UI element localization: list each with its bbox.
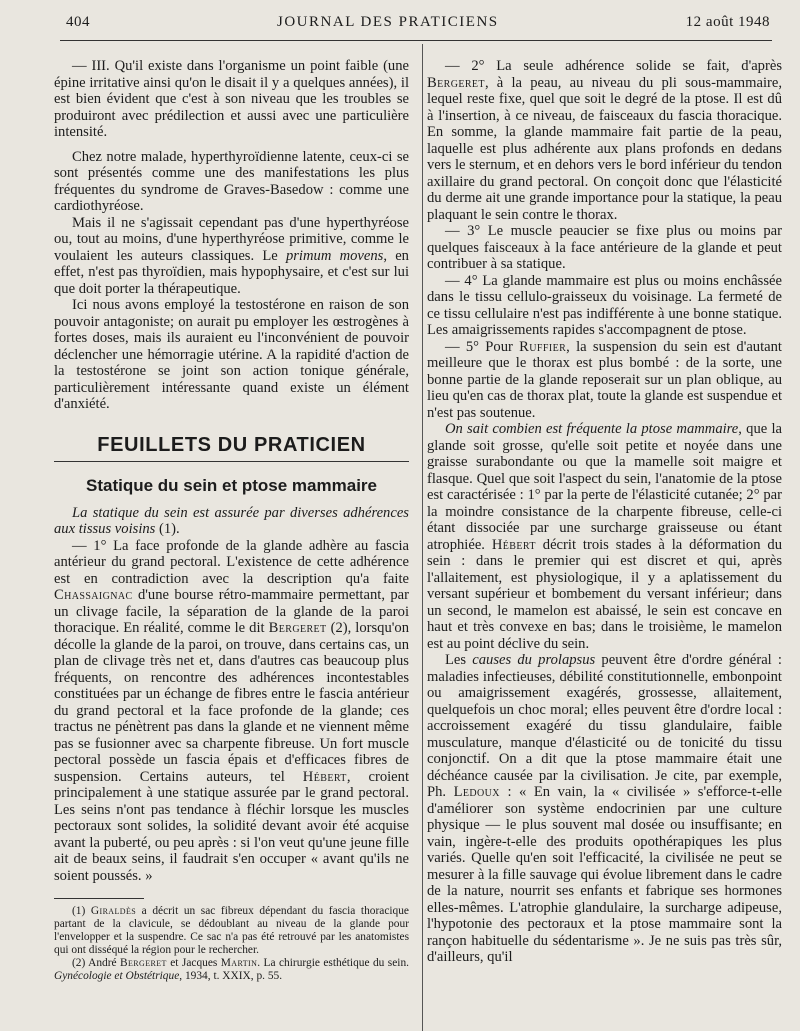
article-lead: La statique du sein est assurée par diverses adhérences aux tissus voisins (1). (54, 504, 409, 537)
paragraph: On sait combien est fréquente la ptose mammaire, que la glande soit grosse, qu'elle soit petite et noyée dans une graisse surabondante ou que la mamelle soit maigre et flasque. Quel que soit l'aspect du sein, l'anatomie de la ptose est caractérisée : 1° par la perte de l'élasticité cutanée; 2° par la moindre consistance de la charpente fibreuse, celle-ci étant dissociée par une surcharge graisseuse ou étant atrophiée. Hébert décrit trois stades à la déformation du sein : dans le premier qui est discret et qui, après l'allaitement, est physiologique, il y a aplatissement du versant supérieur et bombement du versant inférieur; dans un second, le mamelon est abaissé, le sein est concave en haut et très convexe en bas; dans le troisième, le mamelon est au point déclive du sein. (427, 421, 783, 652)
column-divider (422, 44, 423, 1031)
paragraph: Les causes du prolapsus peuvent être d'ordre général : maladies infectieuses, débilité constitutionnelle, embonpoint ou amaigrissement exagérés, grossesse, allaitement, quelquefois un choc moral; elles peuvent être d'ordre local : accroissement exagéré du tissu glandulaire, faible musculature, manque d'élasticité ou de tonicité du tissu conjonctif. On a dit que la ptose mammaire était une déchéance causée par la civilisation. Je cite, par exemple, Ph. Ledoux : « En vain, la « civilisée » s'efforce-t-elle d'améliorer son système endocrinien par une culture physique — le plus souvent mal dosée ou insuffisante; en vain, ingère-t-elle des produits opothérapiques les plus variés. Quelle qu'en soit l'efficacité, la civilisée ne peut se mesurer à la fille sauvage qui évolue librement dans le cadre de la nature, nourrit ses enfants et fabrique ses hormones elles-mêmes. L'atrophie glandulaire, la surcharge adipeuse, l'hypotonie des pectoraux et la ptose mammaire sont la rançon habituelle du sédentarisme ». Je ne suis pas très sûr, d'ailleurs, qu'il (427, 652, 782, 965)
paragraph: — 1° La face profonde de la glande adhère au fascia antérieur du grand pectoral. L'existence de cette adhérence est en contradiction avec la description qu'a faite Chassaignac d'une bourse rétro-mammaire permettant, par un clivage facile, la séparation de la glande de la paroi thoracique. En réalité, comme le dit Bergeret (2), lorsqu'on décolle la glande de la paroi, on trouve, dans certains cas, un plan de clivage très net et, dans d'autres cas beaucoup plus fréquents, on rencontre des adhérences incontestables constituées par un échange de fibres entre le fascia antérieur du grand pectoral et la face profonde de la glande; ces tractus ne pénètrent pas dans la glande et ne viennent même pas se fusionner avec sa charpente fibreuse. Un fort muscle pectoral possède un fascia épais et d'efficaces fibres de suspension. Certains auteurs, tel Hébert, croient principalement à une statique assurée par le grand pectoral. Les seins n'ont pas tendance à fléchir lorsque les muscles pectoraux sont solides, la solidité devant avoir été acquise avant la puberté, ou peu après : si l'on veut qu'une jeune fille ait de beaux seins, il faudrait s'en occuper « avant qu'ils ne soient poussés. » (54, 537, 409, 884)
journal-title: JOURNAL DES PRATICIENS (277, 14, 499, 30)
issue-date: 12 août 1948 (685, 14, 770, 30)
paragraph: Mais il ne s'agissait cependant pas d'une hyperthyréose ou, tout au moins, d'une hyperthyréose primitive, comme le voulaient les auteurs classiques. Le primum movens, en effet, n'est pas thyroïdien, mais hypophysaire, et c'est sur lui que doit porter la thérapeutique. (54, 214, 409, 297)
paragraph: — III. Qu'il existe dans l'organisme un point faible (une épine irritative ainsi qu'on le disait il y a quelques années), il est bien évident que c'est à son niveau que les troubles se produiront avec prédilection et aussi avec une particulière intensité. (54, 58, 409, 140)
paragraph: Ici nous avons employé la testostérone en raison de son pouvoir antagoniste; on aurait pu employer les œstrogènes à fortes doses, mais ils auraient eu l'inconvénient de pouvoir déclencher une hémorragie utérine. A la rapidité d'action de la testostérone se joint son action tonique générale, particulièrement intéressante quand existe un élément d'anxiété. (54, 297, 409, 412)
footnote-rule (54, 898, 144, 899)
running-header (66, 14, 770, 36)
paragraph: — 2° La seule adhérence solide se fait, d'après Bergeret, à la peau, au niveau du pli sous-mammaire, lequel reste fixe, quel que soit le degré de la ptose. Il est dû à l'insertion, à ce niveau, de faisceaux du fascia thoracique. En somme, la glande mammaire fait partie de la peau, laquelle est plus adhérente aux plans profonds en dedans vers le sternum, et en dehors vers le bord inférieur du tendon axillaire du grand pectoral. On conçoit donc que l'élasticité du derme ait une grande importance pour la statique, la peau plaquant le sein contre le thorax. (427, 58, 783, 223)
left-column (54, 58, 409, 983)
paragraph: — 3° Le muscle peaucier se fixe plus ou moins par quelques faisceaux à la face antérieure de la glande et peut contribuer à sa statique. (427, 223, 782, 272)
section-title: FEUILLETS DU PRATICIEN (54, 437, 409, 463)
article-title: Statique du sein et ptose mammaire (86, 476, 377, 495)
right-column (427, 58, 782, 966)
header-rule (60, 40, 772, 41)
footnote-2: (2) André Bergeret et Jacques Martin. La chirurgie esthétique du sein. Gynécologie et Obstétrique, 1934, t. XXIX, p. 55. (54, 957, 409, 982)
paragraph: — 5° Pour Ruffier, la suspension du sein est d'autant meilleure que le thorax est plus bombé : de la sorte, une bonne partie de la glande reposerait sur un plan oblique, au lieu qu'en cas de thorax plat, toute la glande est suspendue et n'est pas soutenue. (427, 338, 782, 421)
paragraph: Chez notre malade, hyperthyroïdienne latente, ceux-ci se sont présentés comme une des manifestations les plus fréquentes du syndrome de Graves-Basedow : comme une cardiothyréose. (54, 148, 409, 214)
page-number: 404 (66, 14, 90, 30)
footnote-1: (1) Giraldès a décrit un sac fibreux dépendant du fascia thoracique partant de la clavicule, se dédoublant au niveau de la glande pour l'envelopper et la suspendre. Ce sac n'a pas été retrouvé par les anatomistes qui ont disséqué la région pour le rechercher. (54, 905, 409, 956)
paragraph: — 4° La glande mammaire est plus ou moins enchâssée dans le tissu cellulo-graisseux du voisinage. La fermeté de ce tissu cellulaire n'est pas indifférente à une bonne statique. Les amaigrissements rapides s'accompagnent de ptose. (427, 272, 782, 338)
